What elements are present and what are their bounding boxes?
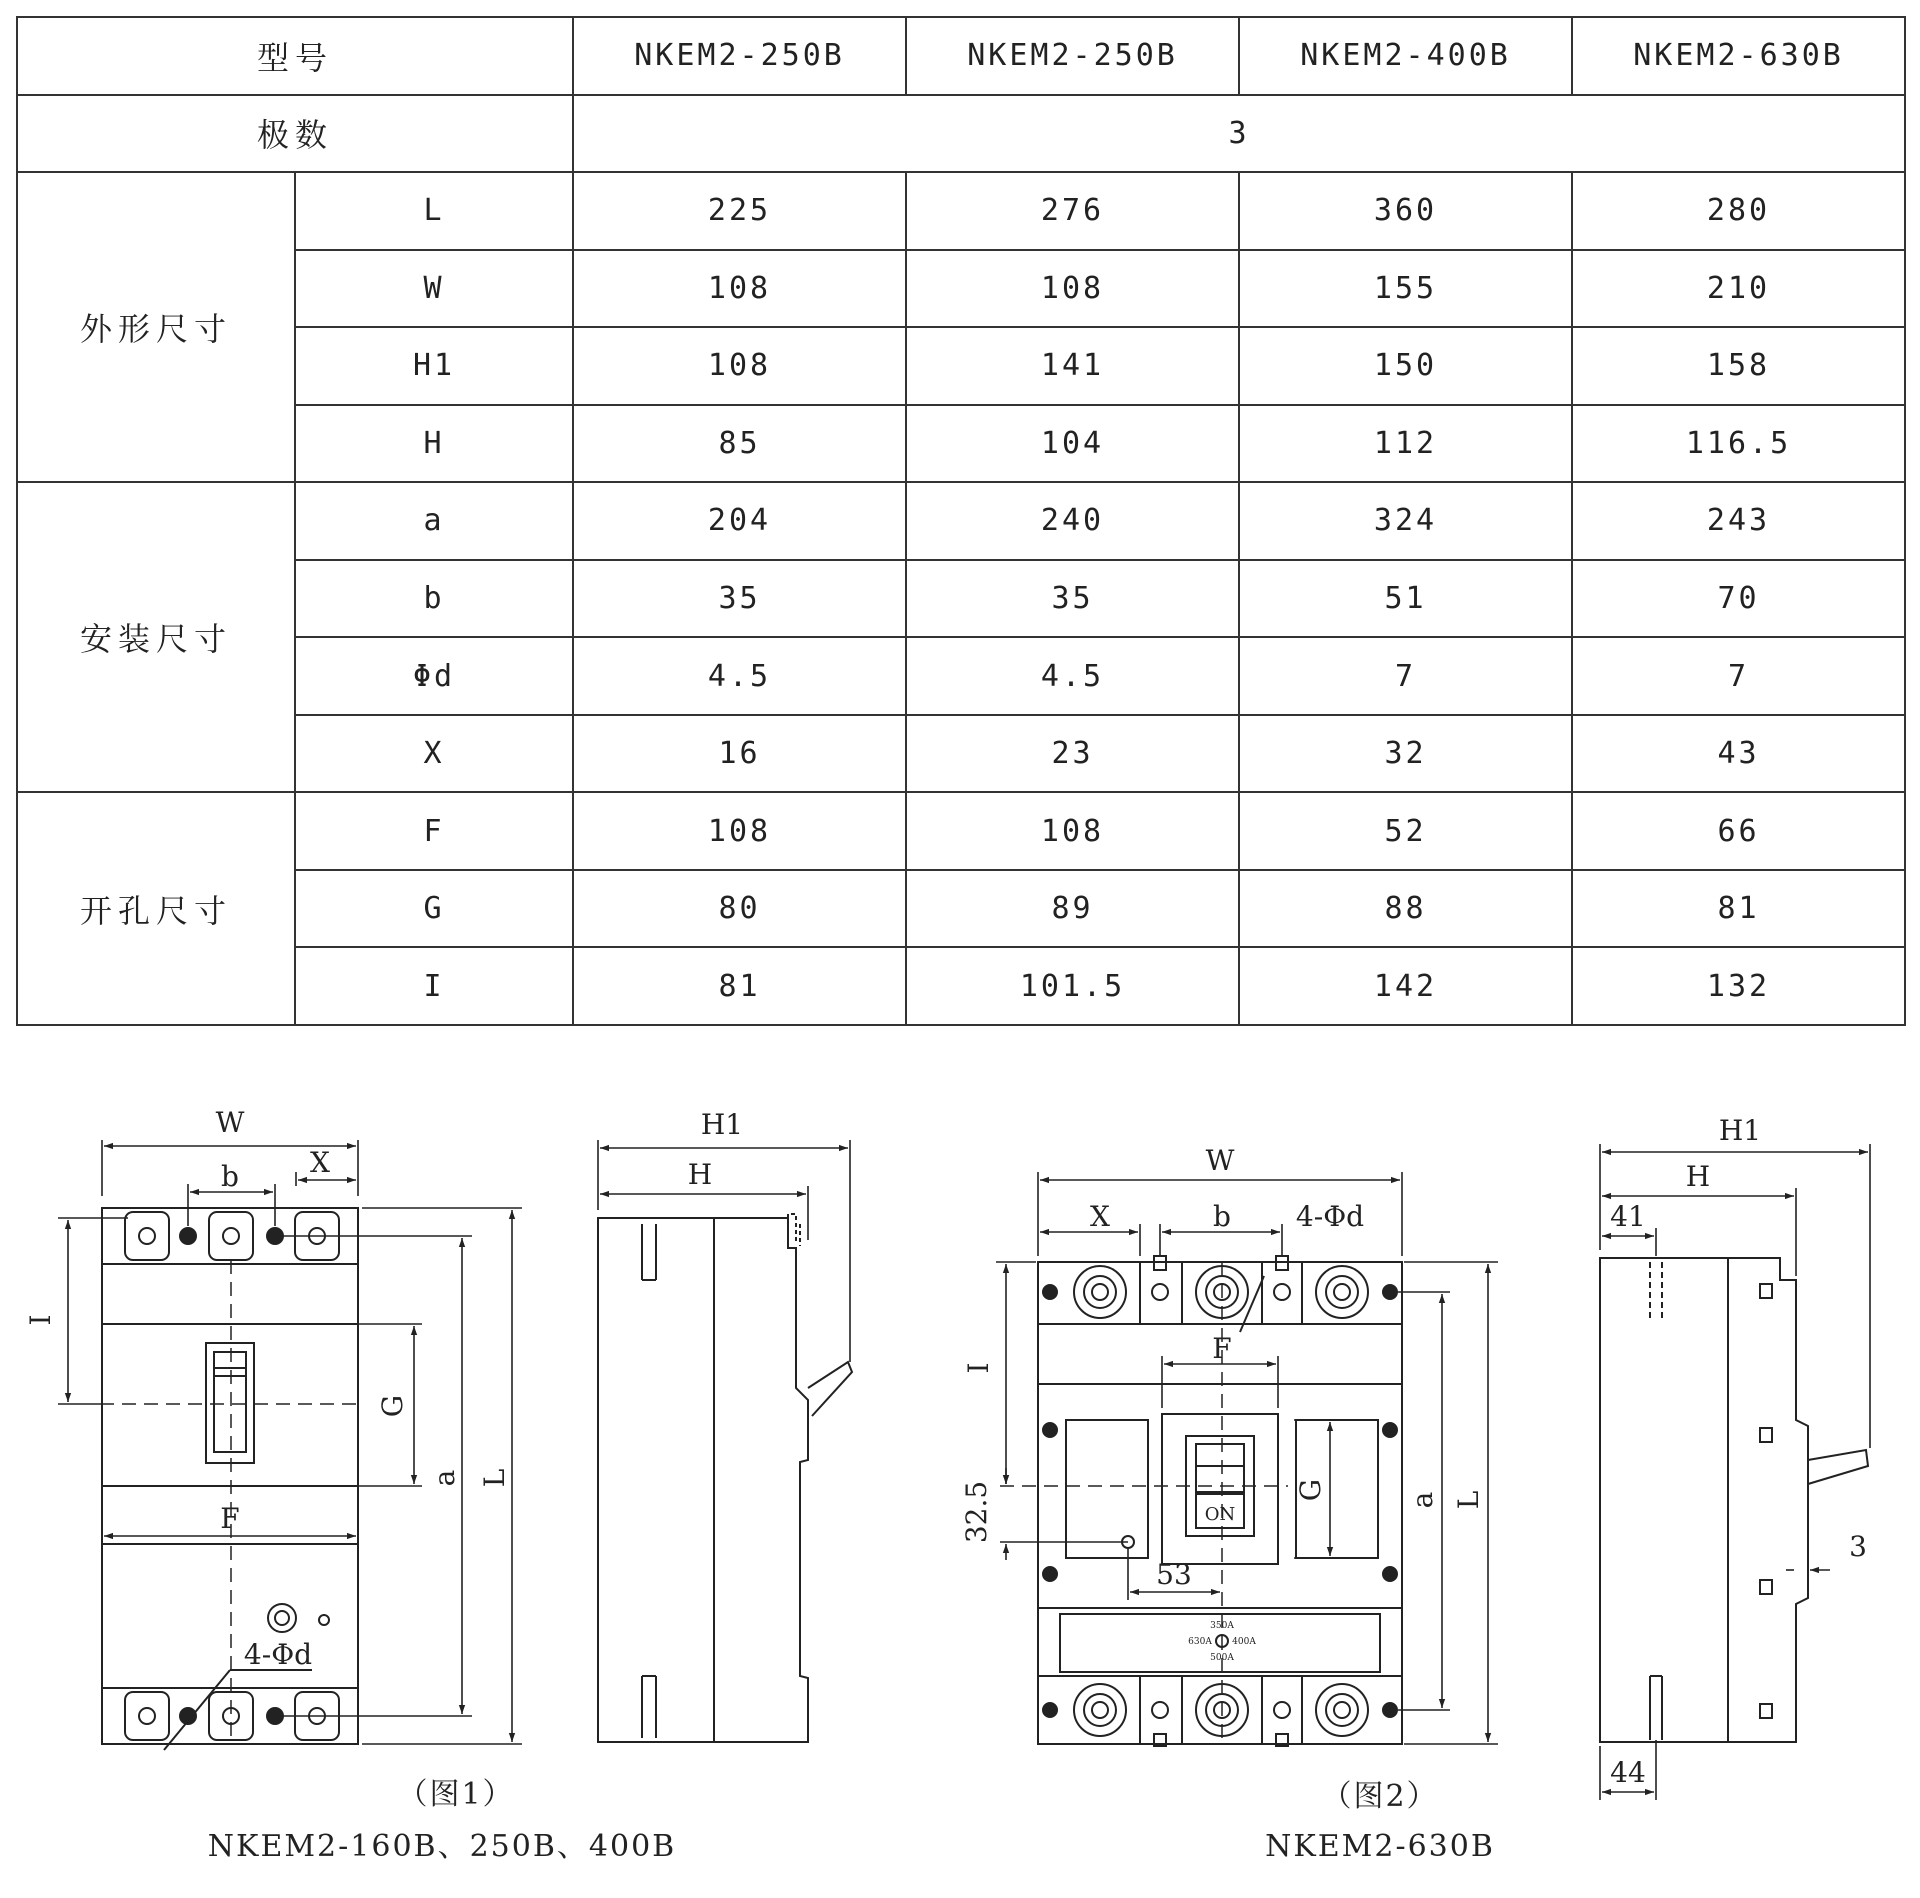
fig1-models: NKEM2-160B、250B、400B	[207, 1829, 677, 1864]
fig2-label-g: G	[1294, 1478, 1327, 1502]
table-cell: 101.5	[906, 947, 1239, 1025]
table-cell: 276	[906, 172, 1239, 250]
table-cell: 35	[906, 560, 1239, 638]
table-cell: 35	[573, 560, 906, 638]
table-cell: 280	[1572, 172, 1905, 250]
table-row	[17, 482, 1905, 560]
model-name: NKEM2-630B	[1572, 17, 1905, 95]
fig1-label-f: F	[220, 1502, 240, 1535]
fig1-label-w: W	[215, 1106, 245, 1139]
group-label: 外形尺寸	[17, 172, 295, 482]
table-row	[17, 792, 1905, 870]
fig2-label-41: 41	[1610, 1200, 1646, 1233]
param-label: Φd	[295, 637, 573, 715]
table-cell: 7	[1239, 637, 1572, 715]
dimension-drawings	[0, 1060, 1920, 1894]
table-cell: 51	[1239, 560, 1572, 638]
fig2-front-view	[1000, 1256, 1402, 1746]
table-cell: 155	[1239, 250, 1572, 328]
fig2-label-a: a	[1406, 1491, 1439, 1509]
table-cell: 23	[906, 715, 1239, 793]
table-cell: 158	[1572, 327, 1905, 405]
param-label: b	[295, 560, 573, 638]
table-row	[17, 405, 1905, 483]
fig2-label-h: H	[1685, 1160, 1711, 1193]
fig1-side-dimensions	[598, 1140, 850, 1362]
table-cell: 225	[573, 172, 906, 250]
fig1-label-g: G	[376, 1394, 409, 1418]
table-cell: 52	[1239, 792, 1572, 870]
table-cell: 16	[573, 715, 906, 793]
header-model-label: 型号	[17, 17, 573, 95]
fig1-label-i: I	[24, 1314, 57, 1326]
table-cell: 32	[1239, 715, 1572, 793]
fig2-label-f: F	[1212, 1332, 1232, 1365]
table-cell: 112	[1239, 405, 1572, 483]
poles-value: 3	[573, 95, 1905, 173]
table-cell: 360	[1239, 172, 1572, 250]
fig2-caption: （图2）	[1321, 1779, 1439, 1814]
fig1-side-labels	[688, 1108, 743, 1191]
fig2-models: NKEM2-630B	[1265, 1829, 1495, 1864]
fig2-label-325: 32.5	[960, 1480, 993, 1544]
table-row	[17, 560, 1905, 638]
param-label: a	[295, 482, 573, 560]
table-cell: 132	[1572, 947, 1905, 1025]
rating-label: 500A	[1210, 1653, 1234, 1663]
table-cell: 81	[573, 947, 906, 1025]
model-name: NKEM2-250B	[573, 17, 906, 95]
poles-label: 极数	[17, 95, 573, 173]
param-label: H	[295, 405, 573, 483]
table-cell: 81	[1572, 870, 1905, 948]
fig1-front-labels	[24, 1106, 511, 1671]
fig2-side-dimensions	[1600, 1144, 1870, 1800]
fig2-label-h1: H1	[1718, 1114, 1762, 1147]
param-label: W	[295, 250, 573, 328]
table-cell: 104	[906, 405, 1239, 483]
table-cell: 108	[906, 250, 1239, 328]
table-cell: 4.5	[906, 637, 1239, 715]
table-cell: 85	[573, 405, 906, 483]
fig2-side-view	[1600, 1258, 1868, 1742]
table-row	[17, 715, 1905, 793]
table-row	[17, 327, 1905, 405]
param-label: G	[295, 870, 573, 948]
fig2-label-hole: 4-Φd	[1295, 1200, 1365, 1233]
fig1-label-x: X	[310, 1146, 330, 1179]
fig2-front-dimensions	[996, 1172, 1498, 1744]
fig1-label-h1: H1	[700, 1108, 744, 1141]
fig1-label-h: H	[687, 1158, 713, 1191]
table-cell: 88	[1239, 870, 1572, 948]
table-cell: 108	[573, 327, 906, 405]
table-cell: 80	[573, 870, 906, 948]
table-row	[17, 172, 1905, 250]
rating-label: 350A	[1210, 1621, 1234, 1631]
rating-label: 400A	[1232, 1637, 1256, 1647]
dimension-table	[16, 16, 1906, 1026]
table-row	[17, 250, 1905, 328]
model-name: NKEM2-400B	[1239, 17, 1572, 95]
fig2-label-w: W	[1205, 1144, 1235, 1177]
on-indicator: ON	[1204, 1504, 1236, 1525]
param-label: X	[295, 715, 573, 793]
fig1-side-view	[598, 1214, 852, 1742]
table-header-row	[17, 17, 1905, 95]
fig2-side-labels	[1610, 1114, 1867, 1789]
fig2-label-b: b	[1213, 1200, 1231, 1233]
table-cell: 141	[906, 327, 1239, 405]
rating-label: 630A	[1188, 1637, 1212, 1647]
fig2-label-x: X	[1090, 1200, 1110, 1233]
table-cell: 240	[906, 482, 1239, 560]
table-cell: 108	[573, 792, 906, 870]
table-cell: 89	[906, 870, 1239, 948]
table-cell: 150	[1239, 327, 1572, 405]
fig2-label-44: 44	[1610, 1756, 1646, 1789]
table-row	[17, 637, 1905, 715]
fig1-caption: （图1）	[397, 1777, 515, 1812]
fig1-label-l: L	[478, 1468, 511, 1488]
model-name: NKEM2-250B	[906, 17, 1239, 95]
fig1-label-a: a	[428, 1469, 461, 1487]
fig2-label-3: 3	[1849, 1530, 1867, 1563]
table-cell: 108	[906, 792, 1239, 870]
table-cell: 204	[573, 482, 906, 560]
table-cell: 4.5	[573, 637, 906, 715]
param-label: H1	[295, 327, 573, 405]
group-label: 安装尺寸	[17, 482, 295, 792]
table-cell: 116.5	[1572, 405, 1905, 483]
fig2-label-l: L	[1452, 1490, 1485, 1510]
fig1-label-hole: 4-Φd	[243, 1638, 313, 1671]
fig2-label-i: I	[962, 1362, 995, 1374]
fig1-label-b: b	[221, 1160, 239, 1193]
fig2-label-53: 53	[1156, 1558, 1192, 1591]
param-label: L	[295, 172, 573, 250]
table-cell: 108	[573, 250, 906, 328]
table-cell: 210	[1572, 250, 1905, 328]
table-row	[17, 870, 1905, 948]
table-cell: 43	[1572, 715, 1905, 793]
table-row	[17, 947, 1905, 1025]
table-cell: 66	[1572, 792, 1905, 870]
group-label: 开孔尺寸	[17, 792, 295, 1025]
table-cell: 243	[1572, 482, 1905, 560]
table-cell: 7	[1572, 637, 1905, 715]
fig1-front-view	[100, 1208, 360, 1750]
table-row	[17, 95, 1905, 173]
table-cell: 70	[1572, 560, 1905, 638]
param-label: F	[295, 792, 573, 870]
table-cell: 324	[1239, 482, 1572, 560]
param-label: I	[295, 947, 573, 1025]
table-cell: 142	[1239, 947, 1572, 1025]
